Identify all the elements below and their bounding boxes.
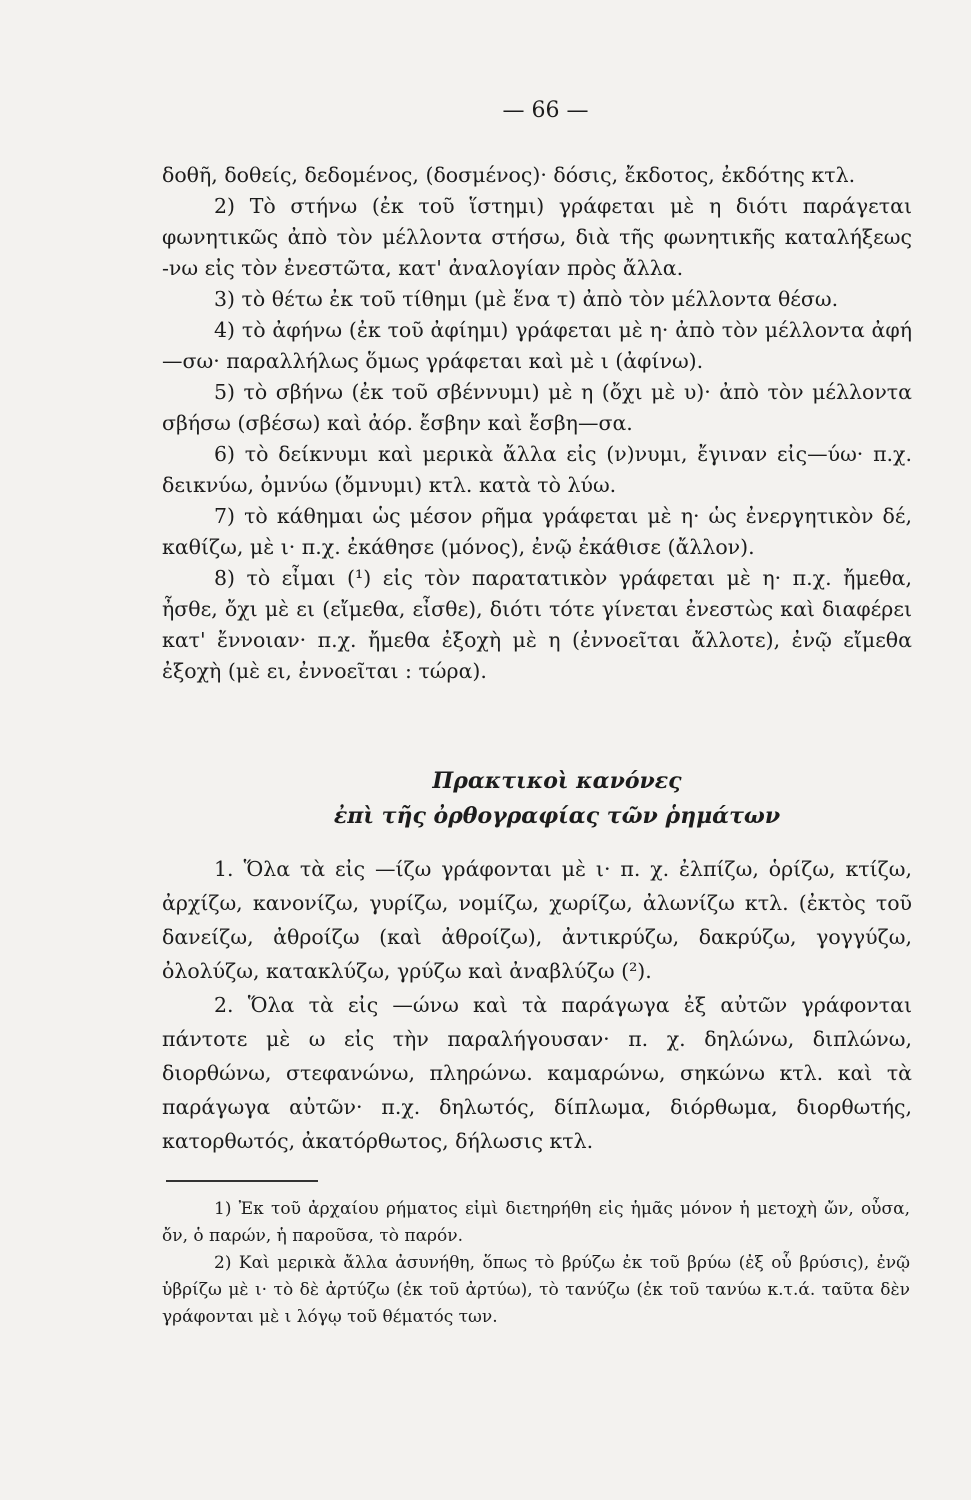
footnote-separator — [166, 1180, 318, 1182]
paragraph-item-5: 5) τὸ σβήνω (ἐκ τοῦ σβέννυμι) μὲ η (ὄχι μὲ υ)· ἀπὸ τὸν μέλλοντα σβήσω (σβέσω) καὶ ἀόρ. ἔσβην καὶ ἔσβη—σα. — [162, 380, 912, 435]
footnote-1: 1) Ἐκ τοῦ ἀρχαίου ρήματος εἰμὶ διετηρήθη εἰς ἡμᾶς μόνον ἡ μετοχὴ ὤν, οὖσα, ὄν, ὁ παρών, ἡ παροῦσα, τὸ παρόν. — [162, 1199, 910, 1246]
rule-item-2: 2. Ὅλα τὰ εἰς —ώνω καὶ τὰ παράγωγα ἐξ αὐτῶν γράφονται πάντοτε μὲ ω εἰς τὴν παραλήγουσαν· π. χ. δηλώνω, διπλώνω, διορθώνω, στεφανώνω, πληρώνω. καμαρώνω, σηκώνω κτλ. καὶ τὰ παράγωγα αὐτῶν· π.χ. δηλωτός, δίπλωμα, διόρθωμα, διορθωτής, κατορθωτός, ἀκατόρθωτος, δήλωσις κτλ. — [162, 993, 912, 1153]
paragraph-item-3: 3) τὸ θέτω ἐκ τοῦ τίθημι (μὲ ἕνα τ) ἀπὸ τὸν μέλλοντα θέσω. — [214, 287, 839, 311]
section-subheading: ἐπὶ τῆς ὀρθογραφίας τῶν ῥημάτων — [333, 803, 781, 829]
paragraph-item-6: 6) τὸ δείκνυμι καὶ μερικὰ ἄλλα εἰς (ν)νυμι, ἔγιναν εἰς—ύω· π.χ. δεικνύω, ὀμνύω (ὄμνυμι) κτλ. κατὰ τὸ λύω. — [162, 442, 912, 497]
paragraph-item-2: 2) Τὸ στήνω (ἐκ τοῦ ἵστημι) γράφεται μὲ η διότι παράγεται φωνητικῶς ἀπὸ τὸν μέλλοντα στήσω, διὰ τῆς φωνητικῆς καταλήξεως -νω εἰς τὸν ἐνεστῶτα, κατ' ἀναλογίαν πρὸς ἄλλα. — [162, 194, 912, 280]
paragraph-item-7: 7) τὸ κάθημαι ὡς μέσον ρῆμα γράφεται μὲ η· ὡς ἐνεργητικὸν δέ, καθίζω, μὲ ι· π.χ. ἐκάθησε (μόνος), ἐνῷ ἐκάθισε (ἄλλον). — [162, 504, 912, 559]
paragraph-item-4: 4) τὸ ἀφήνω (ἐκ τοῦ ἀφίημι) γράφεται μὲ η· ἀπὸ τὸν μέλλοντα ἀφή—σω· παραλλήλως ὅμως γράφεται καὶ μὲ ι (ἀφίνω). — [162, 318, 912, 373]
paragraph-item-8: 8) τὸ εἶμαι (¹) εἰς τὸν παρατατικὸν γράφεται μὲ η· π.χ. ἤμεθα, ἦσθε, ὄχι μὲ ει (εἴμεθα, εἶσθε), διότι τότε γίνεται ἐνεστὼς καὶ διαφέρει κατ' ἔννοιαν· π.χ. ἤμεθα ἐξοχὴ μὲ η (ἐννοεῖται ἄλλοτε), ἐνῷ εἴμεθα ἐξοχὴ (μὲ ει, ἐννοεῖται : τώρα). — [162, 566, 912, 683]
footnotes — [162, 1196, 910, 1331]
body-text — [162, 160, 912, 687]
section-heading: Πρακτικοὶ κανόνες — [432, 768, 682, 794]
rules-list — [162, 852, 912, 1158]
footnote-2: 2) Καὶ μερικὰ ἄλλα ἀσυνήθη, ὅπως τὸ βρύζω ἐκ τοῦ βρύω (ἐξ οὗ βρύσις), ἐνῷ ὑβρίζω μὲ ι· τὸ δὲ ἀρτύζω (ἐκ τοῦ ἀρτύω), τὸ τανύζω (ἐκ τοῦ τανύω κ.τ.ά. ταῦτα δὲν γράφονται μὲ ι λόγῳ τοῦ θέματός των. — [162, 1253, 910, 1327]
page-number: — 66 — — [502, 98, 589, 123]
rule-item-1: 1. Ὅλα τὰ εἰς —ίζω γράφονται μὲ ι· π. χ. ἐλπίζω, ὁρίζω, κτίζω, ἀρχίζω, κανονίζω, γυρίζω, νομίζω, χωρίζω, ἀλωνίζω κτλ. (ἐκτὸς τοῦ δανείζω, ἀθροίζω (καὶ ἀθροίζω), ἀντικρύζω, δακρύζω, γογγύζω, ὀλολύζω, κατακλύζω, γρύζω καὶ ἀναβλύζω (²). — [162, 857, 912, 983]
paragraph-continuation: δοθῆ, δοθείς, δεδομένος, (δοσμένος)· δόσις, ἔκδοτος, ἐκδότης κτλ. — [162, 163, 856, 187]
